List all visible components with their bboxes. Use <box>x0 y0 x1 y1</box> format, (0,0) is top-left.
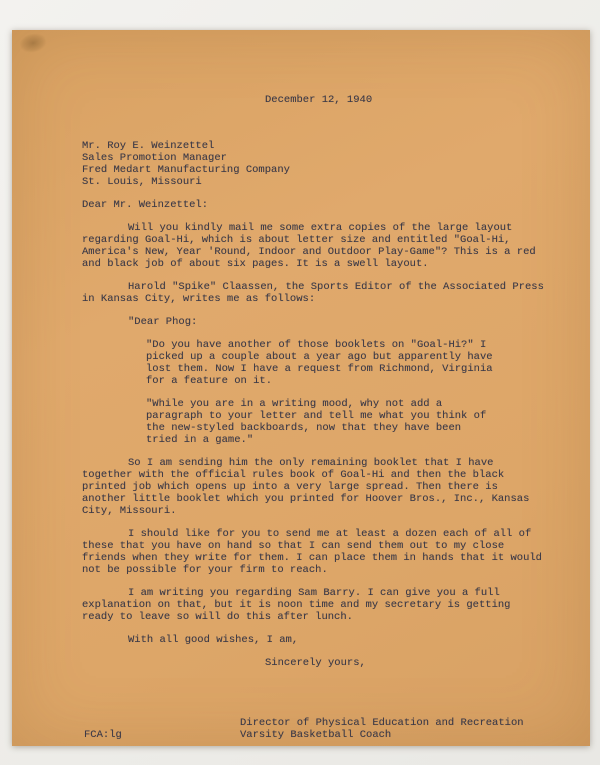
letter-paper <box>12 30 590 746</box>
reference-initials: FCA:lg <box>84 729 122 741</box>
recipient-block <box>82 140 550 188</box>
paragraph: Harold "Spike" Claassen, the Sports Editor of the Associated Press in Kansas City, writes me as follows: <box>82 281 544 305</box>
signature-title-line: Varsity Basketball Coach <box>240 729 392 741</box>
recipient-title: Sales Promotion Manager <box>82 152 227 164</box>
letter-content <box>12 30 590 746</box>
recipient-city: St. Louis, Missouri <box>82 176 202 188</box>
quote-salutation: "Dear Phog: <box>128 316 198 328</box>
signature-title-line: Director of Physical Education and Recreation <box>240 717 524 729</box>
signature-row <box>82 717 550 741</box>
paragraph: I am writing you regarding Sam Barry. I can give you a full explanation on that, but it is noon time and my secretary is getting ready to leave so will do this after lunch. <box>82 587 511 623</box>
valediction: Sincerely yours, <box>265 657 366 669</box>
recipient-name: Mr. Roy E. Weinzettel <box>82 140 215 152</box>
letter-date: December 12, 1940 <box>265 94 373 106</box>
recipient-company: Fred Medart Manufacturing Company <box>82 164 290 176</box>
quote-paragraph: "Do you have another of those booklets on "Goal-Hi?" I picked up a couple about a year ago but apparently have lost them. Now I have a request from Richmond, Virginia for a feature on it. <box>146 339 493 387</box>
paragraph: Will you kindly mail me some extra copies of the large layout regarding Goal-Hi, which is about letter size and entitled "Goal-Hi, America's New, Year 'Round, Indoor and Outdoor Play-Game"? This is a red and black job of about six pages. It is a swell layout. <box>82 222 536 270</box>
closing-line: With all good wishes, I am, <box>128 634 299 646</box>
quote-paragraph: "While you are in a writing mood, why not add a paragraph to your letter and tell me what you think of the new-styled backboards, now that they have been tried in a game." <box>146 398 487 446</box>
salutation: Dear Mr. Weinzettel: <box>82 199 209 211</box>
paragraph: So I am sending him the only remaining booklet that I have together with the official rules book of Goal-Hi and then the black printed job which opens up into a very large spread. Then there is another little booklet which you printed for Hoover Bros., Inc., Kansas City, Missouri. <box>82 457 530 517</box>
signature-block <box>240 717 550 741</box>
paragraph: I should like for you to send me at least a dozen each of all of these that you have on hand so that I can send them out to my close friends when they write for them. I can place them in hands that it would not be possible for your firm to reach. <box>82 528 542 576</box>
